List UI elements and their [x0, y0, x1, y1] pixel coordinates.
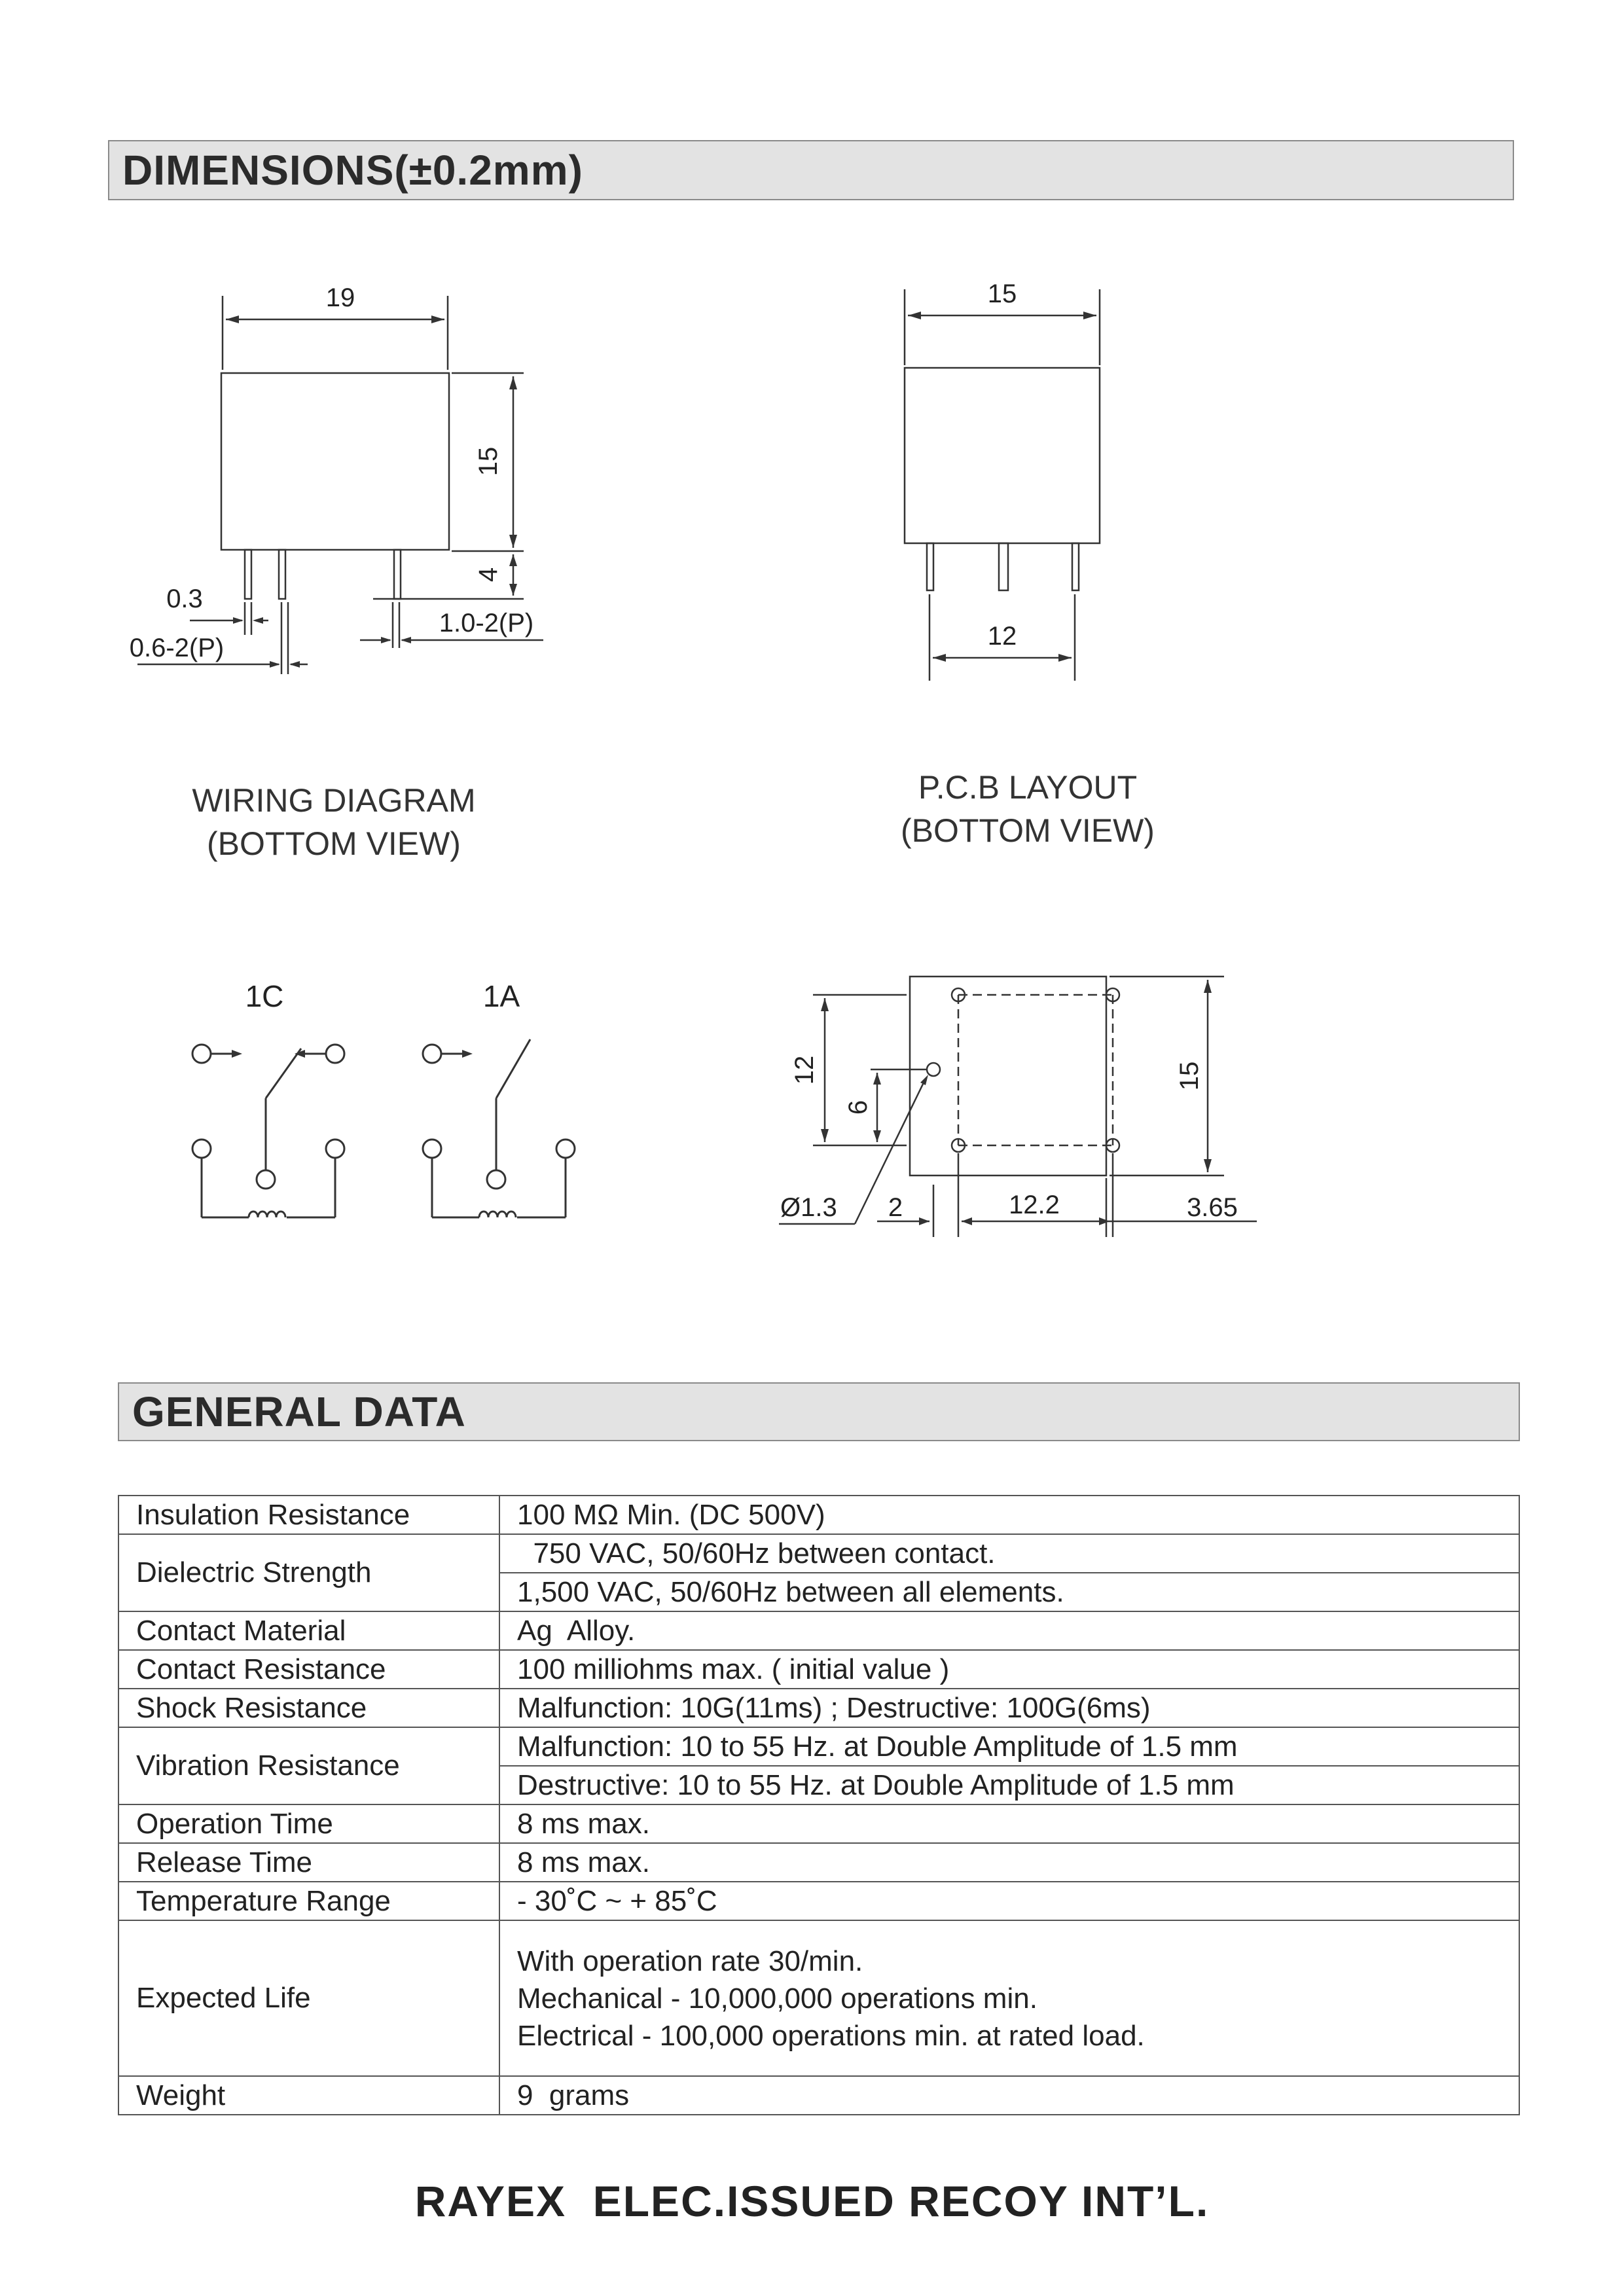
dimensions-title: DIMENSIONS(±0.2mm) [122, 147, 583, 194]
pin-width-right-label: 1.0-2(P) [439, 609, 534, 637]
value-line: With operation rate 30/min. [517, 1945, 863, 1977]
value-line: Mechanical - 10,000,000 operations min. [517, 1982, 1038, 2015]
property-cell: Weight [118, 2076, 499, 2115]
value-cell: Ag Alloy. [499, 1611, 1519, 1650]
front-pin-spacing-label: 12 [987, 622, 1017, 651]
value-cell: 8 ms max. [499, 1843, 1519, 1882]
side-height-label: 15 [474, 446, 503, 476]
pcb-hole-label: Ø1.3 [780, 1193, 837, 1222]
property-cell: Release Time [118, 1843, 499, 1882]
general-data-header [118, 1382, 1520, 1441]
value-cell: 750 VAC, 50/60Hz between contact. [499, 1534, 1519, 1573]
pcb-dim-15-label: 15 [1175, 1061, 1204, 1091]
wiring-1c-label: 1C [245, 979, 284, 1013]
wiring-1a-label: 1A [482, 979, 520, 1013]
table-row [118, 1727, 1519, 1766]
pcb-title-line2: (BOTTOM VIEW) [901, 812, 1155, 849]
property-cell: Expected Life [118, 1920, 499, 2076]
dimensions-header [108, 140, 1514, 200]
value-cell: 1,500 VAC, 50/60Hz between all elements. [499, 1573, 1519, 1611]
front-width-label: 15 [987, 279, 1017, 308]
pin-thickness-label: 0.3 [166, 584, 203, 613]
property-cell: Dielectric Strength [118, 1534, 499, 1611]
property-cell: Operation Time [118, 1804, 499, 1843]
value-cell: 100 MΩ Min. (DC 500V) [499, 1496, 1519, 1534]
property-cell: Insulation Resistance [118, 1496, 499, 1534]
pcb-dim-12-label: 12 [790, 1055, 819, 1085]
table-row [118, 1496, 1519, 1534]
table-row [118, 1843, 1519, 1882]
pcb-dim-6-label: 6 [844, 1100, 873, 1115]
pcb-dim-3-65-label: 3.65 [1187, 1193, 1238, 1222]
wiring-title-line1: WIRING DIAGRAM [192, 782, 476, 819]
value-cell: 100 milliohms max. ( initial value ) [499, 1650, 1519, 1689]
side-width-label: 19 [325, 283, 355, 312]
wiring-title-line2: (BOTTOM VIEW) [207, 825, 461, 862]
table-row [118, 1650, 1519, 1689]
value-cell: Malfunction: 10G(11ms) ; Destructive: 100G(6ms) [499, 1689, 1519, 1727]
property-cell: Contact Resistance [118, 1650, 499, 1689]
value-cell: Malfunction: 10 to 55 Hz. at Double Amplitude of 1.5 mm [499, 1727, 1519, 1766]
value-cell: 8 ms max. [499, 1804, 1519, 1843]
general-data-title: GENERAL DATA [132, 1388, 466, 1435]
property-cell: Temperature Range [118, 1882, 499, 1920]
wiring-diagram-title [157, 779, 511, 865]
wiring-diagram-drawing [177, 969, 596, 1237]
pcb-layout-title [851, 766, 1204, 852]
value-cell: Destructive: 10 to 55 Hz. at Double Amplitude of 1.5 mm [499, 1766, 1519, 1804]
table-row [118, 2076, 1519, 2115]
pcb-layout-drawing [727, 962, 1290, 1250]
table-row [118, 1534, 1519, 1573]
pin-width-left-label: 0.6-2(P) [129, 634, 225, 662]
side-view-drawing [118, 262, 576, 694]
general-data-table [118, 1495, 1520, 2115]
value-cell: 9 grams [499, 2076, 1519, 2115]
pin-length-label: 4 [474, 567, 503, 583]
property-cell: Shock Resistance [118, 1689, 499, 1727]
pcb-dim-12-2-label: 12.2 [1009, 1191, 1060, 1219]
pcb-title-line1: P.C.B LAYOUT [918, 769, 1138, 806]
front-view-drawing [871, 262, 1152, 694]
property-cell: Contact Material [118, 1611, 499, 1650]
value-cell: - 30˚C ~ + 85˚C [499, 1882, 1519, 1920]
value-line: Electrical - 100,000 operations min. at rated load. [517, 2019, 1145, 2052]
table-row [118, 1920, 1519, 2076]
table-row [118, 1611, 1519, 1650]
value-cell [499, 1920, 1519, 2076]
table-row [118, 1804, 1519, 1843]
table-row [118, 1689, 1519, 1727]
footer-company: RAYEX ELEC.ISSUED RECOY INT’L. [414, 2177, 1210, 2225]
table-row [118, 1882, 1519, 1920]
property-cell: Vibration Resistance [118, 1727, 499, 1804]
pcb-dim-2-label: 2 [888, 1193, 903, 1222]
